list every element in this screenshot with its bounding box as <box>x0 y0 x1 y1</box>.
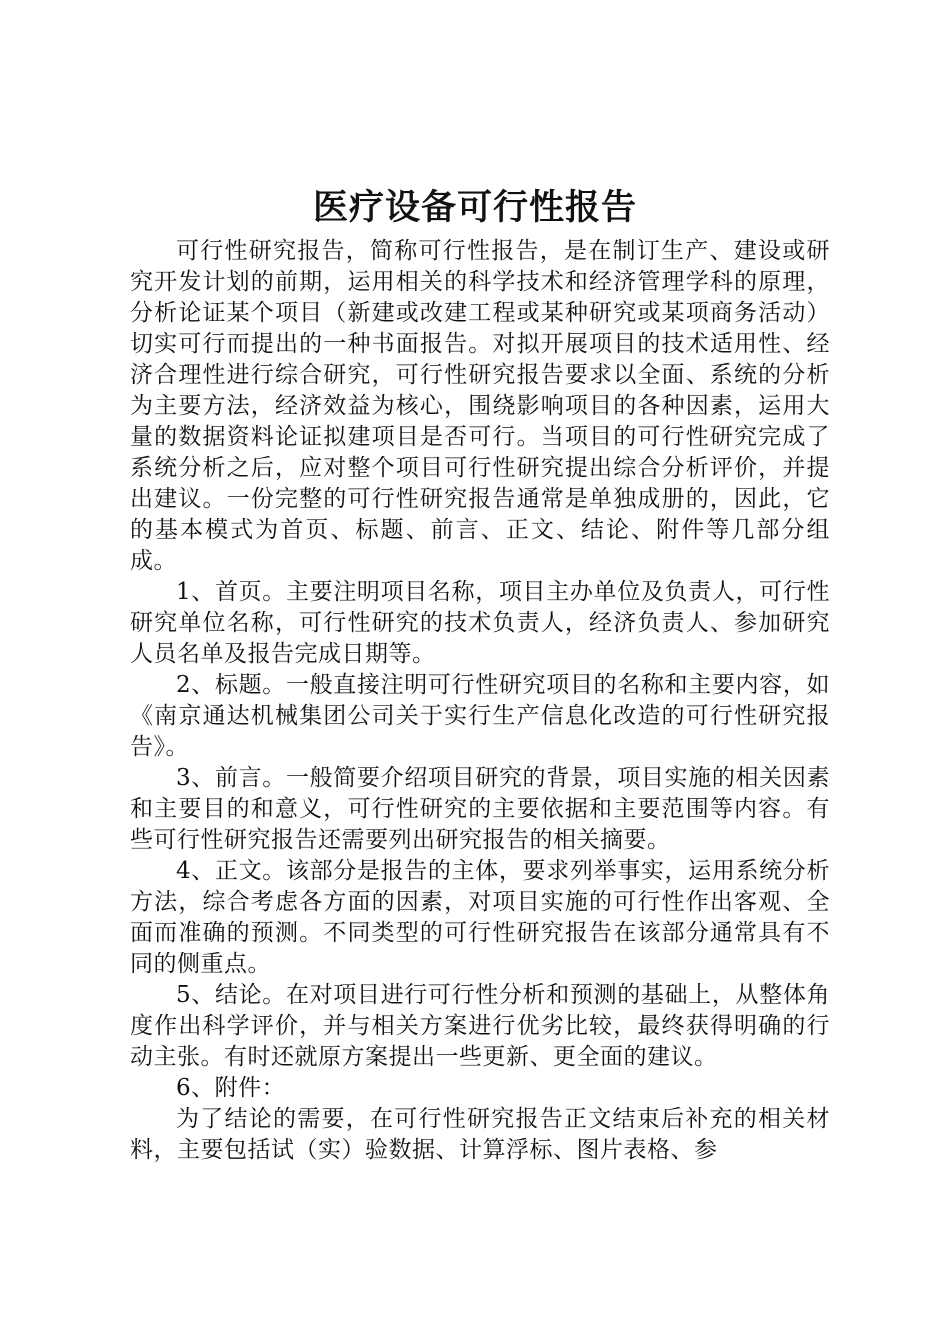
paragraph-title-section: 2、标题。一般直接注明可行性研究项目的名称和主要内容，如《南京通达机械集团公司关于实行生产信息化改造的可行性研究报告》。 <box>130 672 830 760</box>
paragraph-conclusion: 5、结论。在对项目进行可行性分析和预测的基础上，从整体角度作出科学评价，并与相关方案进行优劣比较，最终获得明确的行动主张。有时还就原方案提出一些更新、更全面的建议。 <box>130 982 830 1070</box>
document-title: 医疗设备可行性报告 <box>312 187 637 228</box>
paragraph-cover-page: 1、首页。主要注明项目名称，项目主办单位及负责人，可行性研究单位名称，可行性研究的技术负责人，经济负责人、参加研究人员名单及报告完成日期等。 <box>130 579 830 667</box>
paragraph-main-text: 4、正文。该部分是报告的主体，要求列举事实，运用系统分析方法，综合考虑各方面的因素，对项目实施的可行性作出客观、全面而准确的预测。不同类型的可行性研究报告在该部分通常具有不同的侧重点。 <box>130 858 830 977</box>
paragraph-intro: 可行性研究报告，简称可行性报告，是在制订生产、建设或研究开发计划的前期，运用相关的科学技术和经济管理学科的原理，分析论证某个项目（新建或改建工程或某种研究或某项商务活动）切实可行而提出的一种书面报告。对拟开展项目的技术适用性、经济合理性进行综合研究，可行性研究报告要求以全面、系统的分析为主要方法，经济效益为核心，围绕影响项目的各种因素，运用大量的数据资料论证拟建项目是否可行。当项目的可行性研究完成了系统分析之后，应对整个项目可行性研究提出综合分析评价，并提出建议。一份完整的可行性研究报告通常是单独成册的，因此，它的基本模式为首页、标题、前言、正文、结论、附件等几部分组成。 <box>130 238 830 574</box>
paragraph-attachments: 为了结论的需要，在可行性研究报告正文结束后补充的相关材料，主要包括试（实）验数据、计算浮标、图片表格、参 <box>130 1106 830 1163</box>
paragraph-preface: 3、前言。一般简要介绍项目研究的背景，项目实施的相关因素和主要目的和意义，可行性研究的主要依据和主要范围等内容。有些可行性研究报告还需要列出研究报告的相关摘要。 <box>130 765 830 853</box>
paragraph-attachments-heading: 6、附件： <box>176 1075 286 1101</box>
document-body <box>130 236 830 1166</box>
